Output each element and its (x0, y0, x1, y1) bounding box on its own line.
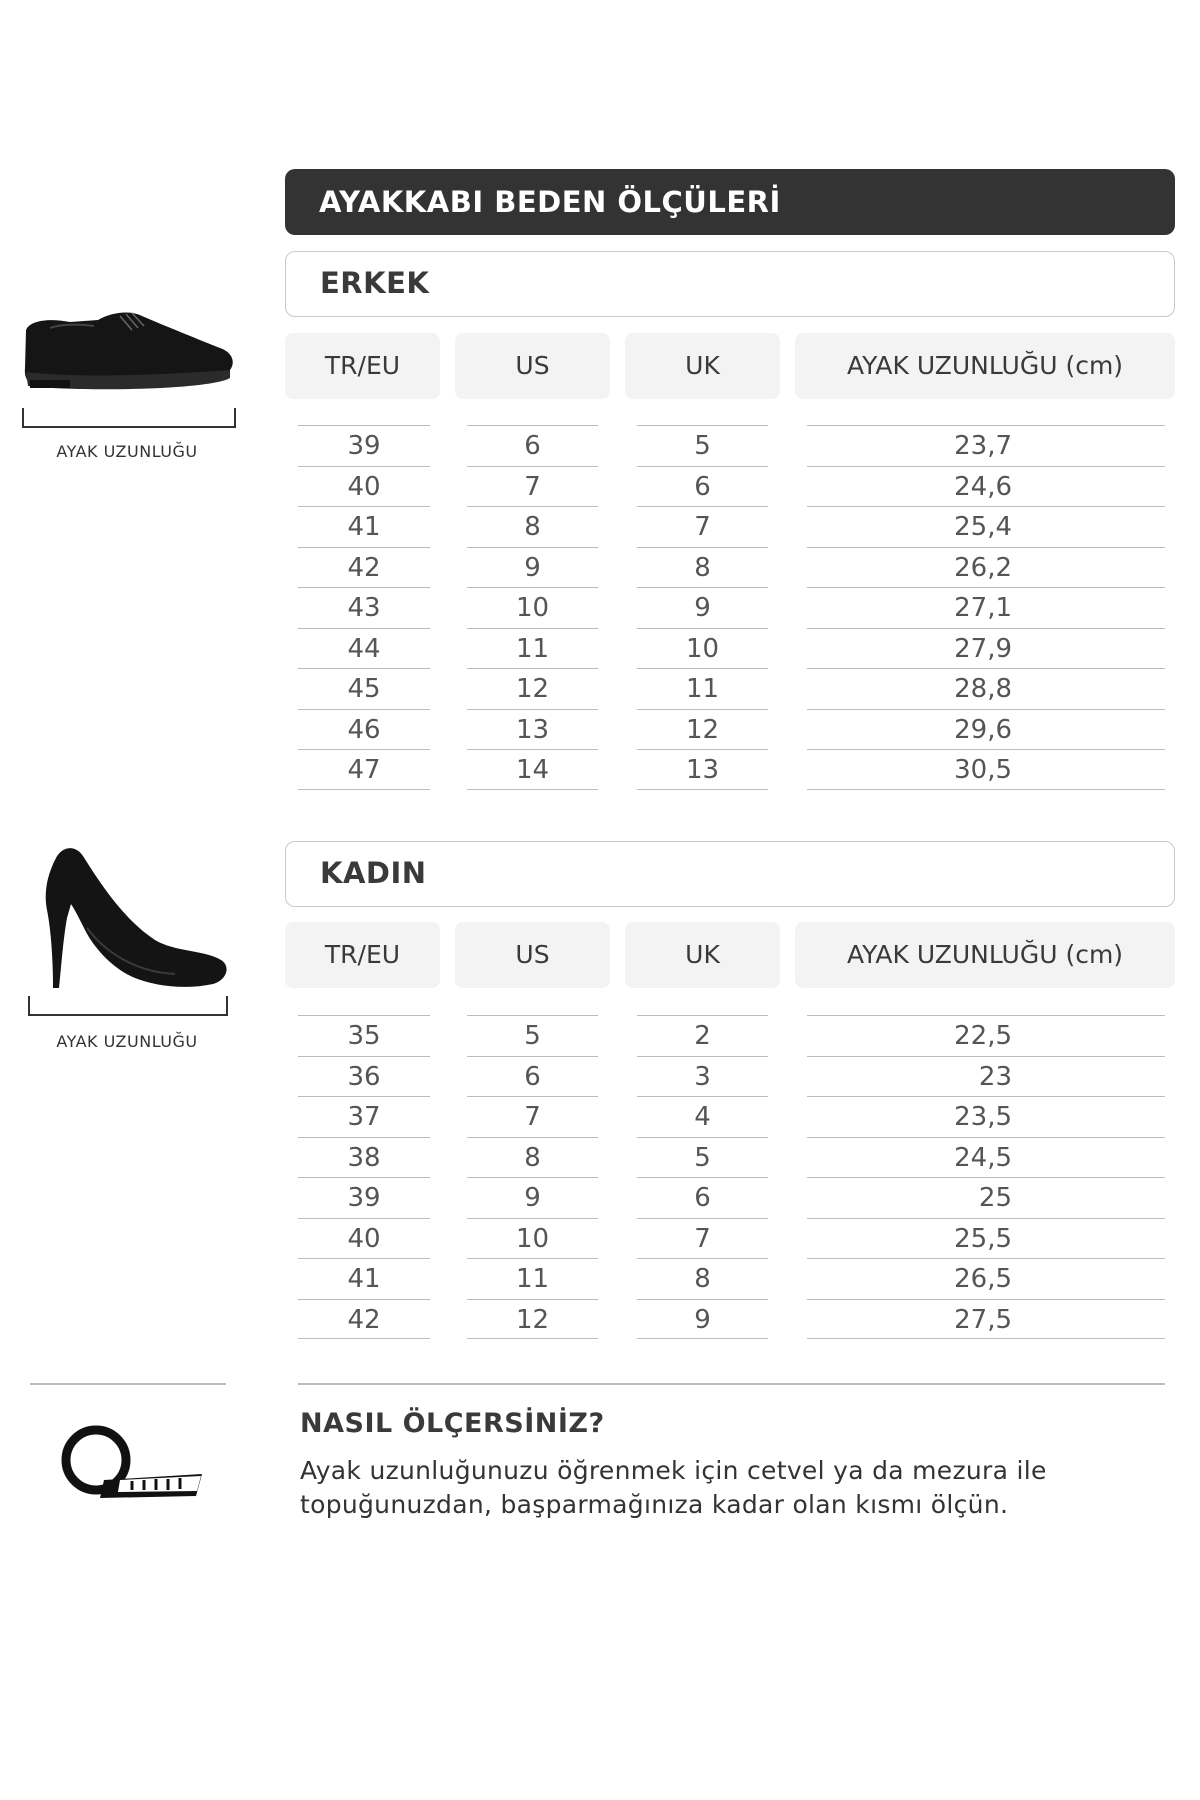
women-tr_eu-cell: 35 (298, 1015, 430, 1056)
men-length-cell: 27,1 (807, 587, 1165, 628)
men-us-column (467, 425, 598, 790)
men-tr-eu-column (298, 425, 430, 790)
women-uk-cell: 4 (637, 1096, 768, 1137)
men-uk-cell: 10 (637, 628, 768, 669)
women-header-uk: UK (625, 922, 780, 988)
men-us-cell: 14 (467, 749, 598, 790)
men-shoe-icon (20, 300, 240, 410)
women-header-length: AYAK UZUNLUĞU (cm) (795, 922, 1175, 988)
women-length-cell: 27,5 (807, 1299, 1165, 1340)
women-uk-cell: 2 (637, 1015, 768, 1056)
men-header-uk: UK (625, 333, 780, 399)
men-us-cell: 7 (467, 466, 598, 507)
women-us-cell: 7 (467, 1096, 598, 1137)
men-tr_eu-cell: 44 (298, 628, 430, 669)
men-tr_eu-cell: 46 (298, 709, 430, 750)
men-header-tr-eu: TR/EU (285, 333, 440, 399)
women-tr_eu-cell: 39 (298, 1177, 430, 1218)
men-us-cell: 10 (467, 587, 598, 628)
women-length-cell: 25,5 (807, 1218, 1165, 1259)
women-length-cell: 22,5 (807, 1015, 1165, 1056)
men-tr_eu-cell: 41 (298, 506, 430, 547)
women-us-cell: 6 (467, 1056, 598, 1097)
women-us-cell: 8 (467, 1137, 598, 1178)
women-header-us: US (455, 922, 610, 988)
men-tr_eu-cell: 47 (298, 749, 430, 790)
women-tr_eu-cell: 42 (298, 1299, 430, 1340)
men-tr_eu-cell: 39 (298, 425, 430, 466)
women-header-tr-eu: TR/EU (285, 922, 440, 988)
men-tr_eu-cell: 45 (298, 668, 430, 709)
men-uk-column (637, 425, 768, 790)
men-length-bracket (22, 408, 236, 428)
women-uk-cell: 9 (637, 1299, 768, 1340)
left-divider (30, 1383, 226, 1385)
women-uk-cell: 6 (637, 1177, 768, 1218)
women-heel-icon (25, 840, 235, 1000)
women-uk-cell: 5 (637, 1137, 768, 1178)
women-uk-column (637, 1015, 768, 1339)
women-length-cell: 23,5 (807, 1096, 1165, 1137)
men-uk-cell: 7 (637, 506, 768, 547)
men-uk-cell: 12 (637, 709, 768, 750)
men-tr_eu-cell: 42 (298, 547, 430, 588)
howto-text: Ayak uzunluğunuzu öğrenmek için cetvel ya da mezura ile topuğunuzdan, başparmağınıza kadar olan kısmı ölçün. (300, 1456, 1047, 1519)
women-us-cell: 12 (467, 1299, 598, 1340)
men-length-column (807, 425, 1165, 790)
men-us-cell: 6 (467, 425, 598, 466)
women-length-cell: 23 (807, 1056, 1165, 1097)
women-us-column (467, 1015, 598, 1339)
women-shoe-caption: AYAK UZUNLUĞU (56, 1032, 198, 1051)
howto-title: NASIL ÖLÇERSİNİZ? (300, 1408, 605, 1439)
men-uk-cell: 9 (637, 587, 768, 628)
men-length-cell: 30,5 (807, 749, 1165, 790)
women-uk-cell: 8 (637, 1258, 768, 1299)
women-us-cell: 10 (467, 1218, 598, 1259)
women-length-cell: 25 (807, 1177, 1165, 1218)
women-length-cell: 24,5 (807, 1137, 1165, 1178)
men-length-cell: 25,4 (807, 506, 1165, 547)
women-us-cell: 11 (467, 1258, 598, 1299)
men-uk-cell: 5 (637, 425, 768, 466)
women-length-column (807, 1015, 1165, 1339)
men-length-cell: 28,8 (807, 668, 1165, 709)
women-uk-cell: 3 (637, 1056, 768, 1097)
men-length-cell: 26,2 (807, 547, 1165, 588)
men-uk-cell: 8 (637, 547, 768, 588)
men-header-us: US (455, 333, 610, 399)
women-tr_eu-cell: 38 (298, 1137, 430, 1178)
men-length-cell: 29,6 (807, 709, 1165, 750)
men-header-length: AYAK UZUNLUĞU (cm) (795, 333, 1175, 399)
men-us-cell: 11 (467, 628, 598, 669)
men-uk-cell: 11 (637, 668, 768, 709)
women-uk-cell: 7 (637, 1218, 768, 1259)
women-length-cell: 26,5 (807, 1258, 1165, 1299)
men-uk-cell: 6 (637, 466, 768, 507)
men-section-title: ERKEK (285, 251, 1175, 317)
men-length-cell: 27,9 (807, 628, 1165, 669)
women-tr_eu-cell: 36 (298, 1056, 430, 1097)
women-tr_eu-cell: 40 (298, 1218, 430, 1259)
right-divider (298, 1383, 1165, 1385)
men-tr_eu-cell: 40 (298, 466, 430, 507)
women-tr_eu-cell: 37 (298, 1096, 430, 1137)
men-us-cell: 13 (467, 709, 598, 750)
page-title: AYAKKABI BEDEN ÖLÇÜLERİ (285, 169, 1175, 235)
men-shoe-caption: AYAK UZUNLUĞU (56, 442, 198, 461)
women-length-bracket (28, 996, 228, 1016)
men-length-cell: 23,7 (807, 425, 1165, 466)
men-tr_eu-cell: 43 (298, 587, 430, 628)
men-us-cell: 9 (467, 547, 598, 588)
women-tr-eu-column (298, 1015, 430, 1339)
women-us-cell: 9 (467, 1177, 598, 1218)
women-us-cell: 5 (467, 1015, 598, 1056)
tape-measure-icon (60, 1420, 210, 1500)
men-us-cell: 8 (467, 506, 598, 547)
men-us-cell: 12 (467, 668, 598, 709)
men-uk-cell: 13 (637, 749, 768, 790)
women-section-title: KADIN (285, 841, 1175, 907)
women-tr_eu-cell: 41 (298, 1258, 430, 1299)
men-length-cell: 24,6 (807, 466, 1165, 507)
